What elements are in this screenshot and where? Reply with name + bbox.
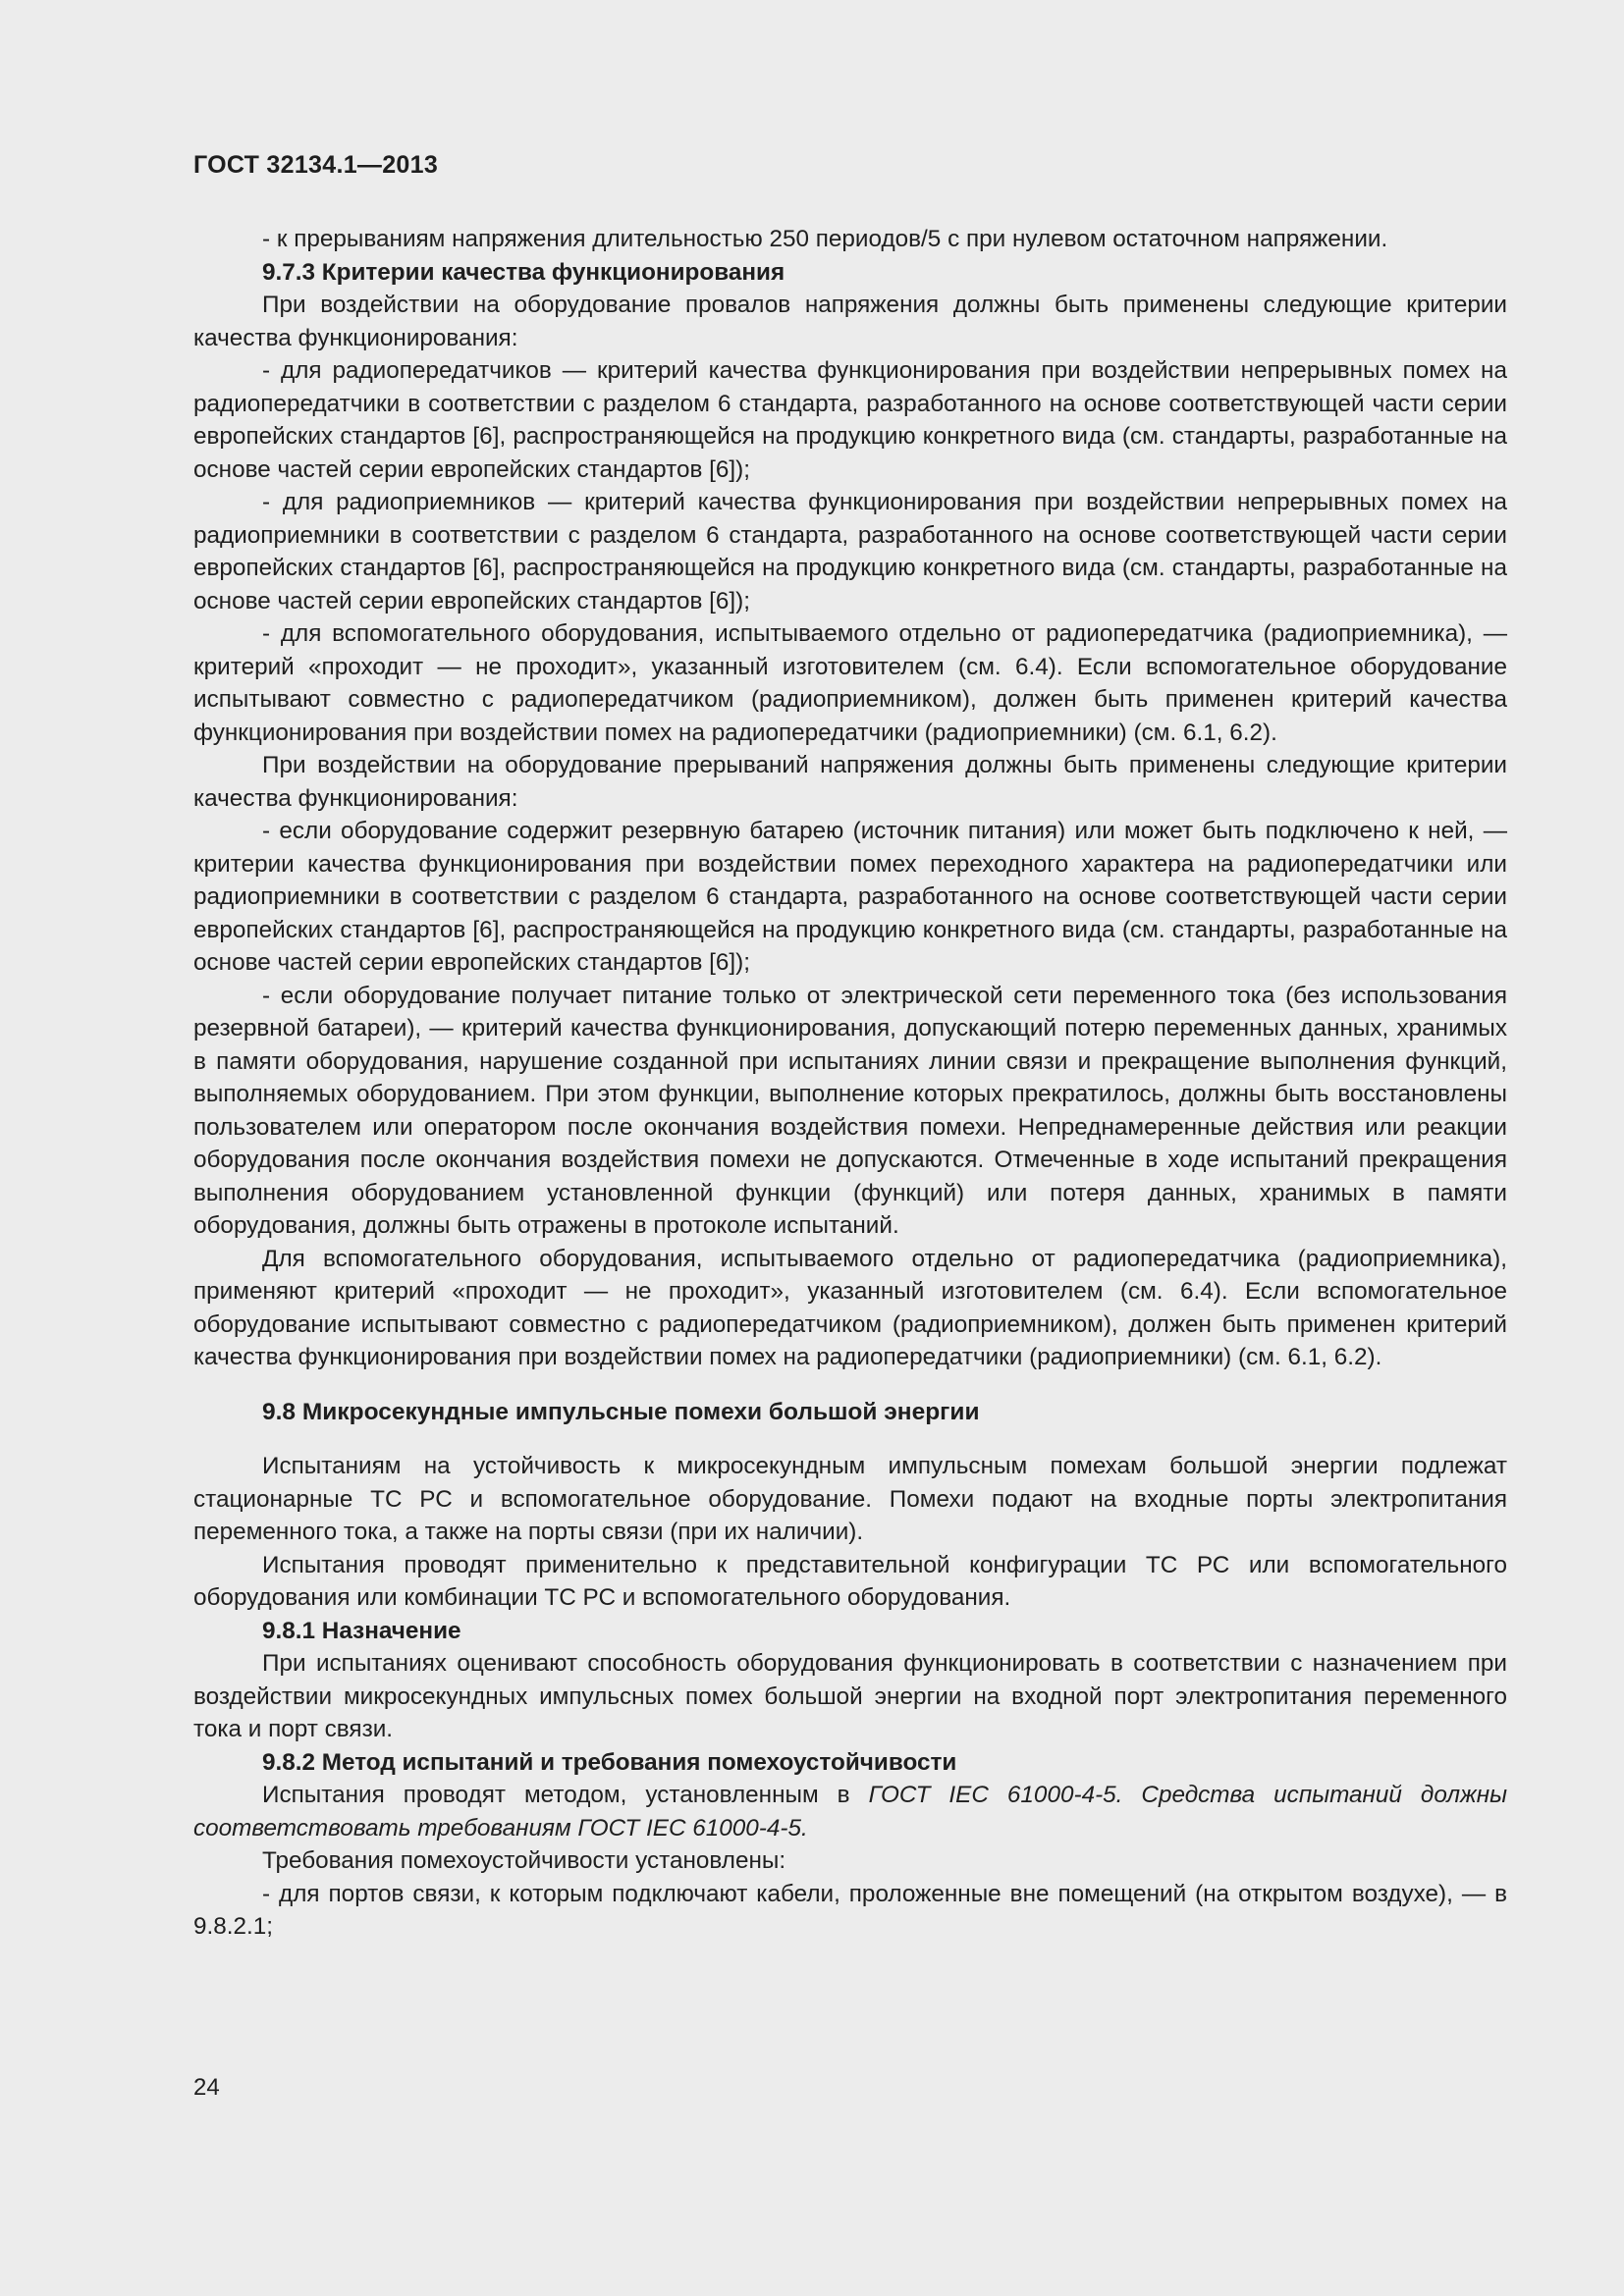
paragraph-backup-battery-criteria: - если оборудование содержит резервную батарею (источник питания) или может быть подключено к ней, — критерии качества функционирования при воздействии помех переходного характера на радиопередатчики или радиоприемники в соответствии с разделом 6 стандарта, разработанного на основе соответствующей части серии европейских стандартов [6], распространяющейся на продукцию конкретного вида (см. стандарты, разработанные на основе частей серии европейских стандартов [6]); xyxy=(193,818,1507,976)
paragraph-requirements-intro: Требования помехоустойчивости установлены: xyxy=(262,1847,786,1874)
paragraph-outdoor-ports-requirement: - для портов связи, к которым подключают кабели, проложенные вне помещений (на открытом воздухе), — в 9.8.2.1; xyxy=(193,1880,1507,1940)
paragraph-interruptions-250: - к прерываниям напряжения длительностью 250 периодов/5 с при нулевом остаточном напряжении. xyxy=(262,226,1388,252)
paragraph-transmitters-criteria: - для радиопередатчиков — критерий качества функционирования при воздействии непрерывных помех на радиопередатчики в соответствии с разделом 6 стандарта, разработанного на основе соответствующей части серии европейских стандартов [6], распространяющейся на продукцию конкретного вида (см. стандарты, разработанные на основе частей серии европейских стандартов [6]); xyxy=(193,357,1507,483)
paragraph-dips-criteria-intro: При воздействии на оборудование провалов напряжения должны быть применены следующие критерии качества функционирования: xyxy=(193,292,1507,351)
paragraph-auxiliary-criteria: - для вспомогательного оборудования, испытываемого отдельно от радиопередатчика (радиоприемника), — критерий «проходит — не проходит», указанный изготовителем (см. 6.4). Если вспомогательное оборудование испытывают совместно с радиопередатчиком (радиоприемником), должен быть применен критерий качества функционирования при воздействии помех на радиопередатчики (радиоприемники) (см. 6.1, 6.2). xyxy=(193,620,1507,746)
section-heading-9-8-2: 9.8.2 Метод испытаний и требования помехоустойчивости xyxy=(262,1748,957,1776)
paragraph-receivers-criteria: - для радиоприемников — критерий качества функционирования при воздействии непрерывных помех на радиоприемники в соответствии с разделом 6 стандарта, разработанного на основе соответствующей части серии европейских стандартов [6], распространяющейся на продукцию конкретного вида (см. стандарты, разработанные на основе частей серии европейских стандартов [6]); xyxy=(193,489,1507,614)
section-heading-9-8-1: 9.8.1 Назначение xyxy=(262,1617,461,1644)
paragraph-surge-configuration: Испытания проводят применительно к представительной конфигурации ТС РС или вспомогательного оборудования или комбинации ТС РС и вспомогательного оборудования. xyxy=(193,1551,1507,1611)
section-heading-9-8: 9.8 Микросекундные импульсные помехи большой энергии xyxy=(262,1398,980,1425)
paragraph-surge-purpose: При испытаниях оценивают способность оборудования функционировать в соответствии с назначением при воздействии микросекундных импульсных помех большой энергии на входной порт электропитания переменного тока и порт связи. xyxy=(193,1650,1507,1742)
test-method-text: Испытания проводят методом, установленным в xyxy=(262,1782,869,1808)
test-method-reference: ГОСТ IEC 61000-4-5. Средства испытаний должны соответствовать требованиям ГОСТ IEC 61000-4-5. xyxy=(193,1782,1508,1842)
paragraph-interruptions-criteria-intro: При воздействии на оборудование прерываний напряжения должны быть применены следующие критерии качества функционирования: xyxy=(193,752,1507,812)
paragraph-surge-scope: Испытаниям на устойчивость к микросекундным импульсным помехам большой энергии подлежат стационарные ТС РС и вспомогательное оборудование. Помехи подают на входные порты электропитания переменного тока, а также на порты связи (при их наличии). xyxy=(193,1453,1507,1545)
document-header: ГОСТ 32134.1—2013 xyxy=(193,151,439,179)
paragraph-test-method xyxy=(193,1779,1507,1844)
paragraph-mains-only-criteria: - если оборудование получает питание только от электрической сети переменного тока (без использования резервной батареи), — критерий качества функционирования, допускающий потерю переменных данных, хранимых в памяти оборудования, нарушение созданной при испытаниях линии связи и прекращение выполнения функций, выполняемых оборудованием. При этом функции, выполнение которых прекратилось, должны быть восстановлены пользователем или оператором после окончания воздействия помехи. Непреднамеренные действия или реакции оборудования после окончания воздействия помехи не допускаются. Отмеченные в ходе испытаний прекращения выполнения оборудованием установленной функции (функций) или потеря данных, хранимых в памяти оборудования, должны быть отражены в протоколе испытаний. xyxy=(193,982,1507,1239)
paragraph-auxiliary-separate-criteria: Для вспомогательного оборудования, испытываемого отдельно от радиопередатчика (радиоприемника), применяют критерий «проходит — не проходит», указанный изготовителем (см. 6.4). Если вспомогательное оборудование испытывают совместно с радиопередатчиком (радиоприемником), должен быть применен критерий качества функционирования при воздействии помех на радиопередатчики (радиоприемники) (см. 6.1, 6.2). xyxy=(193,1245,1507,1370)
section-heading-9-7-3: 9.7.3 Критерии качества функционирования xyxy=(262,258,785,286)
page-number: 24 xyxy=(193,2074,220,2101)
page-body xyxy=(193,223,1507,1944)
